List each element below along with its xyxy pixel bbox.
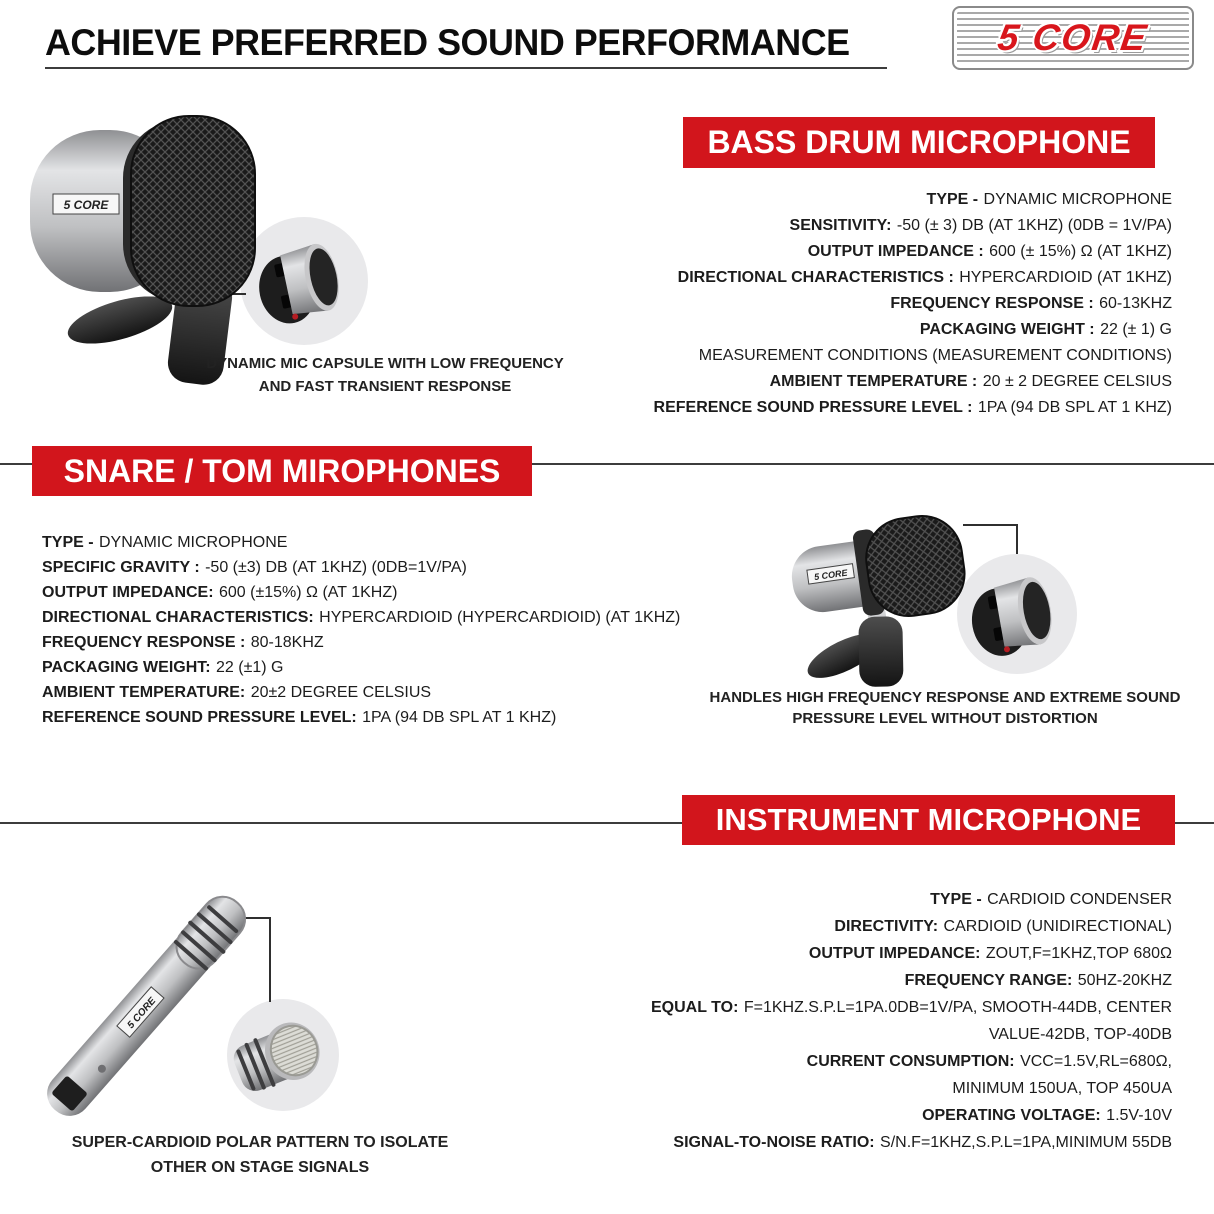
caption-line: HANDLES HIGH FREQUENCY RESPONSE AND EXTREME SOUND (709, 689, 1181, 706)
spec-value: 1.5V-10V (1106, 1107, 1172, 1124)
spec-row (42, 580, 680, 605)
spec-value: -50 (± 3) DB (AT 1KHZ) (0DB = 1V/PA) (896, 217, 1172, 234)
spec-value: S/N.F=1KHZ,S.P.L=1PA,MINIMUM 55DB (880, 1134, 1172, 1151)
spec-value: 20±2 DEGREE CELSIUS (250, 684, 432, 701)
spec-row (42, 655, 680, 680)
spec-row (654, 239, 1172, 265)
spec-row (654, 369, 1172, 395)
spec-row (654, 265, 1172, 291)
spec-label: OUTPUT IMPEDANCE: (808, 945, 981, 962)
brand-logo (952, 6, 1194, 70)
spec-row (651, 1048, 1172, 1075)
bass-drum-banner: BASS DRUM MICROPHONE (683, 117, 1155, 168)
caption-line: AND FAST TRANSIENT RESPONSE (258, 378, 512, 395)
spec-value: DYNAMIC MICROPHONE (983, 191, 1172, 208)
spec-row (42, 630, 680, 655)
spec-label: DIRECTIONAL CHARACTERISTICS : (677, 269, 954, 286)
spec-value: 22 (± 1) G (1100, 321, 1172, 338)
caption-line: SUPER-CARDIOID POLAR PATTERN TO ISOLATE (71, 1134, 449, 1151)
spec-value: VCC=1.5V,RL=680Ω, (1020, 1053, 1172, 1070)
snare-connector-line (963, 525, 1017, 554)
spec-row (651, 1129, 1172, 1156)
spec-label: TYPE - (926, 191, 979, 208)
spec-row (651, 1021, 1172, 1048)
spec-label: DIRECTIVITY: (834, 918, 939, 935)
bass-drum-caption (180, 352, 590, 398)
svg-text:5 CORE: 5 CORE (125, 995, 159, 1031)
spec-value: 600 (± 15%) Ω (AT 1KHZ) (989, 243, 1172, 260)
spec-label: EQUAL TO: (650, 999, 739, 1016)
spec-row (654, 317, 1172, 343)
spec-value: F=1KHZ.S.P.L=1PA.0DB=1V/PA, SMOOTH-44DB, CENTER (743, 999, 1172, 1016)
spec-label: FREQUENCY RESPONSE : (890, 295, 1094, 312)
spec-row (651, 994, 1172, 1021)
spec-row (651, 967, 1172, 994)
instrument-mic-illustration (30, 862, 510, 1130)
instrument-specs (651, 886, 1172, 1156)
spec-value: DYNAMIC MICROPHONE (99, 534, 288, 551)
spec-label: CURRENT CONSUMPTION: (806, 1053, 1015, 1070)
spec-label: REFERENCE SOUND PRESSURE LEVEL: (42, 709, 357, 726)
spec-row (42, 555, 680, 580)
spec-label: DIRECTIONAL CHARACTERISTICS: (42, 609, 314, 626)
instrument-banner: INSTRUMENT MICROPHONE (682, 795, 1175, 845)
spec-label: TYPE - (42, 534, 94, 551)
spec-label: SENSITIVITY: (789, 217, 892, 234)
spec-value: ZOUT,F=1KHZ,TOP 680Ω (985, 945, 1172, 962)
spec-label: OUTPUT IMPEDANCE: (42, 584, 214, 601)
spec-value: 1PA (94 DB SPL AT 1 KHZ) (977, 399, 1172, 416)
spec-label: TYPE - (930, 891, 982, 908)
mic-body-logo (53, 194, 119, 214)
spec-label: OPERATING VOLTAGE: (922, 1107, 1101, 1124)
spec-row (42, 680, 680, 705)
spec-row (654, 291, 1172, 317)
spec-value: HYPERCARDIOID (AT 1KHZ) (959, 269, 1172, 286)
spec-value: MINIMUM 150UA, TOP 450UA (952, 1080, 1172, 1097)
spec-row (654, 343, 1172, 369)
spec-row (654, 395, 1172, 421)
spec-value: -50 (±3) DB (AT 1KHZ) (0DB=1V/PA) (205, 559, 467, 576)
spec-value: 22 (±1) G (216, 659, 284, 676)
spec-row (654, 187, 1172, 213)
spec-value: VALUE-42DB, TOP-40DB (988, 1026, 1172, 1043)
caption-line: OTHER ON STAGE SIGNALS (150, 1159, 370, 1176)
spec-label: PACKAGING WEIGHT : (919, 321, 1095, 338)
spec-value: MEASUREMENT CONDITIONS (MEASUREMENT CONDITIONS) (698, 347, 1172, 364)
instrument-caption (45, 1130, 475, 1180)
spec-row (651, 913, 1172, 940)
spec-value: CARDIOID CONDENSER (987, 891, 1172, 908)
spec-label: AMBIENT TEMPERATURE : (769, 373, 978, 390)
spec-label: SPECIFIC GRAVITY : (42, 559, 200, 576)
spec-label: AMBIENT TEMPERATURE: (42, 684, 246, 701)
spec-row (651, 1102, 1172, 1129)
snare-tom-caption (700, 687, 1190, 729)
spec-value: 1PA (94 DB SPL AT 1 KHZ) (362, 709, 557, 726)
spec-row (654, 213, 1172, 239)
spec-label: FREQUENCY RANGE: (904, 972, 1073, 989)
spec-value: 60-13KHZ (1099, 295, 1172, 312)
brand-logo-text: 5 CORE (995, 17, 1151, 58)
spec-value: HYPERCARDIOID (HYPERCARDIOID) (AT 1KHZ) (319, 609, 681, 626)
bass-drum-specs (654, 187, 1172, 421)
page-title: ACHIEVE PREFERRED SOUND PERFORMANCE (45, 22, 850, 63)
caption-line: DYNAMIC MIC CAPSULE WITH LOW FREQUENCY (206, 355, 564, 372)
title-underline (45, 67, 887, 69)
spec-value: 80-18KHZ (250, 634, 324, 651)
spec-row (42, 705, 680, 730)
spec-value: CARDIOID (UNIDIRECTIONAL) (943, 918, 1172, 935)
snare-tom-banner: SNARE / TOM MIROPHONES (32, 446, 532, 496)
spec-label: REFERENCE SOUND PRESSURE LEVEL : (653, 399, 973, 416)
spec-label: FREQUENCY RESPONSE : (42, 634, 246, 651)
spec-row (42, 605, 680, 630)
snare-tom-specs (42, 530, 680, 730)
spec-label: SIGNAL-TO-NOISE RATIO: (673, 1134, 875, 1151)
spec-row (651, 940, 1172, 967)
spec-value: 20 ± 2 DEGREE CELSIUS (982, 373, 1172, 390)
svg-text:5 CORE: 5 CORE (813, 567, 849, 583)
spec-row (651, 1075, 1172, 1102)
spec-row (651, 886, 1172, 913)
spec-label: PACKAGING WEIGHT: (42, 659, 211, 676)
spec-value: 50HZ-20KHZ (1077, 972, 1172, 989)
svg-text:5 CORE: 5 CORE (63, 198, 109, 212)
caption-line: PRESSURE LEVEL WITHOUT DISTORTION (792, 710, 1098, 727)
snare-tom-mic-illustration (770, 498, 1190, 693)
spec-value: 600 (±15%) Ω (AT 1KHZ) (219, 584, 398, 601)
instrument-connector-line (242, 918, 270, 1002)
spec-label: OUTPUT IMPEDANCE : (807, 243, 984, 260)
spec-row (42, 530, 680, 555)
